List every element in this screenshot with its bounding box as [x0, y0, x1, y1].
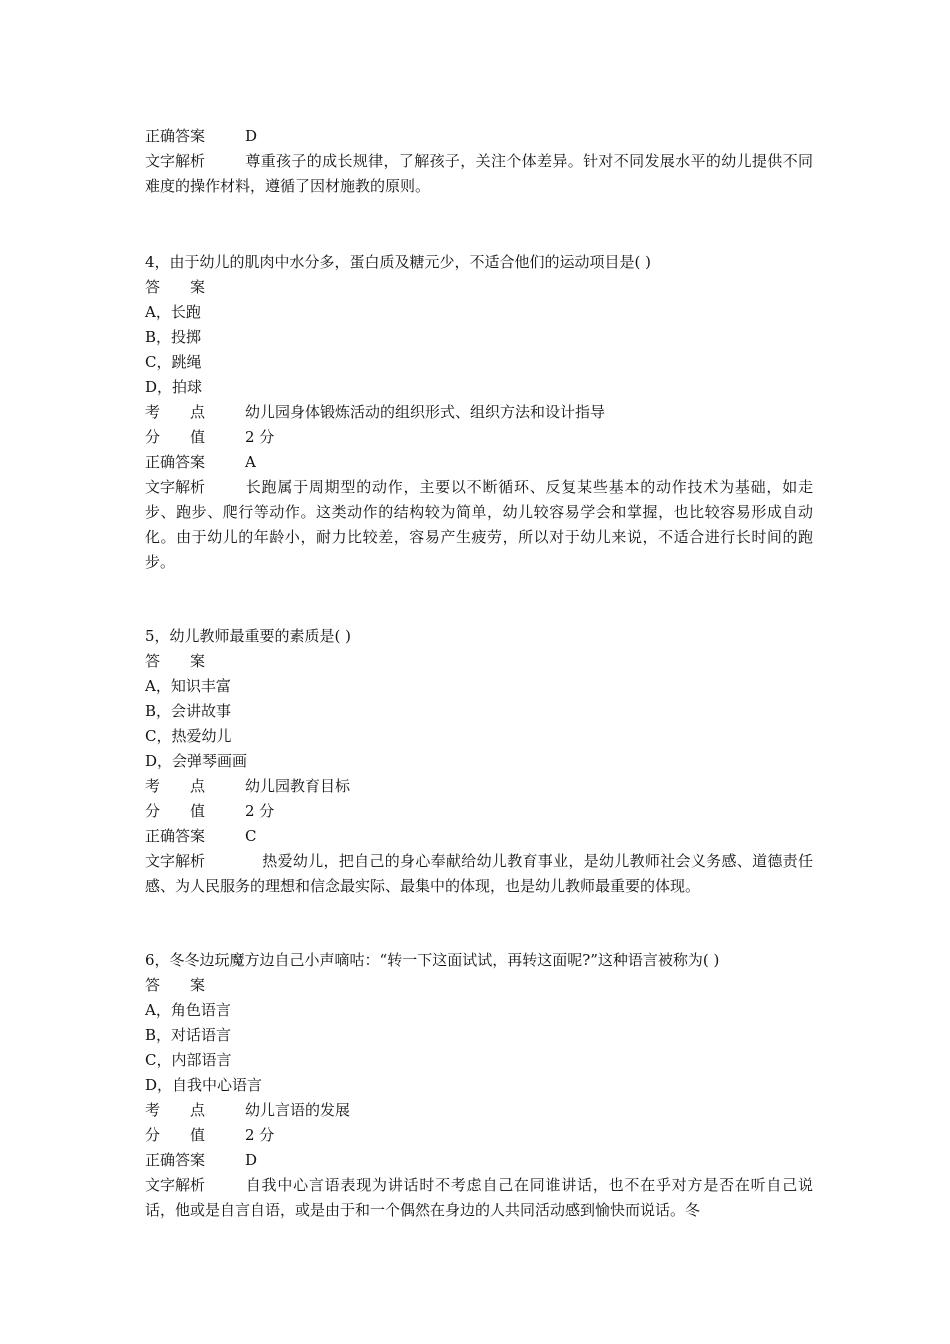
- point-label: 考 点: [145, 777, 206, 795]
- option-a: A，知识丰富: [145, 677, 231, 695]
- score-value: 2 分: [245, 428, 275, 446]
- prev-analysis-row: [145, 149, 813, 199]
- analysis-text: 尊重孩子的成长规律，了解孩子，关注个体差异。针对不同发展水平的幼儿提供不同难度的操作材料，遵循了因材施教的原则。: [145, 152, 813, 195]
- analysis-row: [145, 849, 813, 899]
- option-d: D，自我中心语言: [145, 1076, 263, 1094]
- point-row: [145, 1098, 350, 1123]
- point-value: 幼儿言语的发展: [245, 1101, 351, 1119]
- question-stem: 5，幼儿教师最重要的素质是( ): [145, 627, 352, 645]
- option-d: D，会弹琴画画: [145, 752, 248, 770]
- score-label: 分 值: [145, 802, 206, 820]
- correct-answer-label: 正确答案: [145, 827, 206, 845]
- option-a: A，长跑: [145, 303, 201, 321]
- option-b: B，对话语言: [145, 1026, 232, 1044]
- point-value: 幼儿园教育目标: [245, 777, 351, 795]
- analysis-row: [145, 475, 813, 575]
- question-stem: 4，由于幼儿的肌肉中水分多，蛋白质及糖元少，不适合他们的运动项目是( ): [145, 253, 652, 271]
- analysis-label: 文字解析: [145, 152, 206, 170]
- correct-row: [145, 1148, 257, 1173]
- option-b: B，会讲故事: [145, 702, 232, 720]
- option-c: C，热爱幼儿: [145, 727, 232, 745]
- score-row: [145, 799, 274, 824]
- analysis-label: 文字解析: [145, 1176, 206, 1194]
- point-value: 幼儿园身体锻炼活动的组织形式、组织方法和设计指导: [245, 403, 606, 421]
- point-label: 考 点: [145, 403, 206, 421]
- score-row: [145, 425, 274, 450]
- analysis-text: 自我中心言语表现为讲话时不考虑自己在同谁讲话，也不在乎对方是否在听自己说话，他或是自言自语，或是由于和一个偶然在身边的人共同活动感到愉快而说话。冬: [145, 1176, 813, 1219]
- score-label: 分 值: [145, 1126, 206, 1144]
- correct-row: [145, 824, 256, 849]
- correct-answer-value: C: [245, 827, 257, 845]
- correct-answer-label: 正确答案: [145, 1151, 206, 1169]
- analysis-label: 文字解析: [145, 852, 206, 870]
- answer-block-label: 答 案: [145, 976, 206, 994]
- correct-answer-label: 正确答案: [145, 453, 206, 471]
- correct-answer-value: D: [245, 1151, 258, 1169]
- correct-answer-label: 正确答案: [145, 127, 206, 145]
- correct-answer-value: A: [245, 453, 256, 471]
- point-label: 考 点: [145, 1101, 206, 1119]
- question-stem: 6，冬冬边玩魔方边自己小声嘀咕：“转一下这面试试，再转这面呢?”这种语言被称为( ): [145, 951, 720, 969]
- score-value: 2 分: [245, 1126, 275, 1144]
- correct-row: [145, 450, 256, 475]
- analysis-row: [145, 1173, 813, 1223]
- point-row: [145, 774, 350, 799]
- option-c: C，跳绳: [145, 353, 202, 371]
- answer-block-label: 答 案: [145, 652, 206, 670]
- score-label: 分 值: [145, 428, 206, 446]
- analysis-label: 文字解析: [145, 478, 206, 496]
- option-c: C，内部语言: [145, 1051, 232, 1069]
- option-b: B，投掷: [145, 328, 202, 346]
- prev-answer-row: [145, 124, 257, 149]
- point-row: [145, 400, 605, 425]
- answer-block-label: 答 案: [145, 278, 206, 296]
- option-d: D，拍球: [145, 378, 203, 396]
- analysis-text: 热爱幼儿，把自己的身心奉献给幼儿教育事业，是幼儿教师社会义务感、道德责任感、为人民服务的理想和信念最实际、最集中的体现，也是幼儿教师最重要的体现。: [145, 852, 813, 895]
- analysis-text: 长跑属于周期型的动作，主要以不断循环、反复某些基本的动作技术为基础，如走步、跑步、爬行等动作。这类动作的结构较为简单，幼儿较容易学会和掌握，也比较容易形成自动化。由于幼儿的年龄小，耐力比较差，容易产生疲劳，所以对于幼儿来说，不适合进行长时间的跑步。: [145, 478, 813, 571]
- option-a: A，角色语言: [145, 1001, 231, 1019]
- score-row: [145, 1123, 274, 1148]
- score-value: 2 分: [245, 802, 275, 820]
- correct-answer-value: D: [245, 127, 258, 145]
